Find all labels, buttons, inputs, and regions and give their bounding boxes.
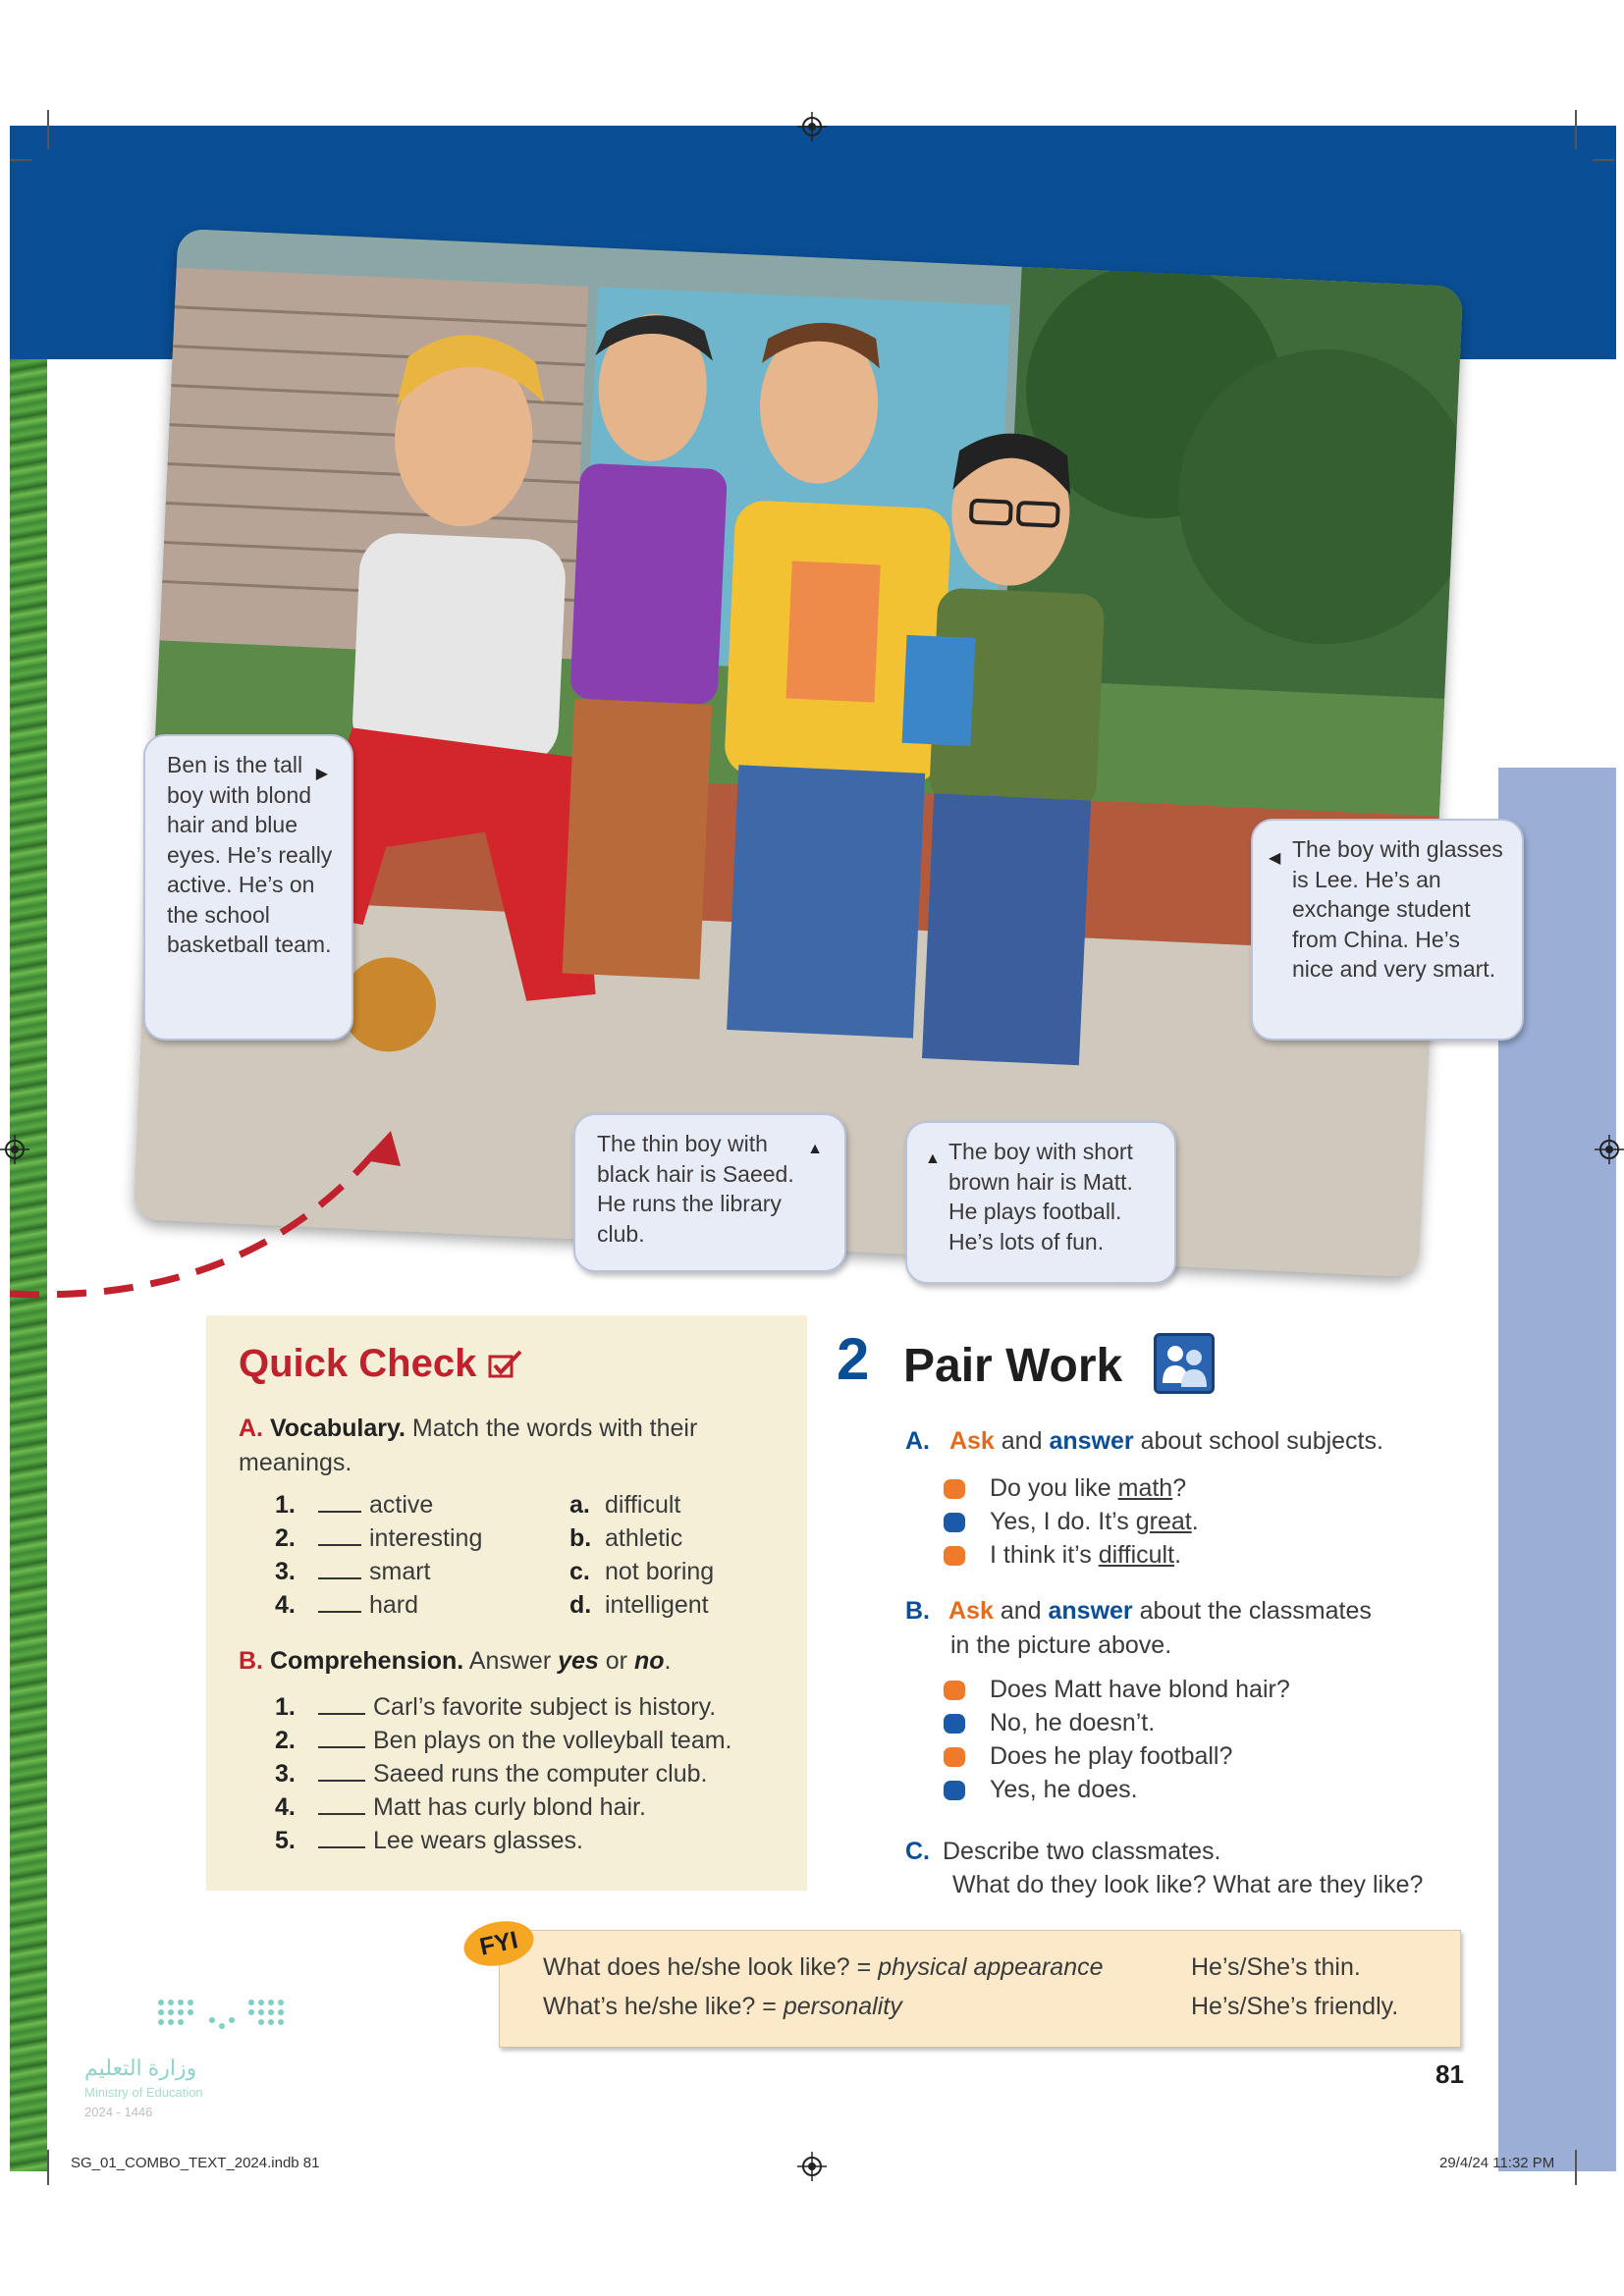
ask-word: Ask — [948, 1427, 995, 1455]
or-word: or — [605, 1647, 628, 1675]
speech-bubble-blue-icon — [944, 1513, 965, 1532]
statement-text: Carl’s favorite subject is history. — [373, 1693, 717, 1721]
crop-mark — [10, 159, 31, 161]
item-number: 4. — [275, 1591, 296, 1619]
item-number: 4. — [275, 1793, 296, 1821]
registration-mark-icon — [1595, 1135, 1624, 1164]
fyi-emphasis: personality — [783, 1993, 902, 2020]
pointer-right-icon: ▶ — [315, 766, 328, 782]
vocabulary-instruction: Match the words with their meanings. — [239, 1415, 698, 1476]
vocab-word-row — [275, 1558, 431, 1586]
fyi-answer-2: He’s/She’s friendly. — [1191, 1993, 1399, 2020]
footer-timestamp: 29/4/24 11:32 PM — [1439, 2155, 1555, 2171]
dialog-line: Does he play football? — [990, 1742, 1233, 1770]
meaning-text: intelligent — [605, 1591, 709, 1619]
exercise-number: 2 — [837, 1326, 870, 1392]
speech-bubble-orange-icon — [944, 1479, 965, 1499]
fyi-badge: FYI — [460, 1915, 538, 1972]
instruction-text: about the classmates — [1139, 1597, 1372, 1625]
answer-blank[interactable] — [318, 1695, 365, 1715]
statement-text: Saeed runs the computer club. — [373, 1760, 708, 1788]
section-a-label: A. — [239, 1415, 263, 1442]
answer-blank[interactable] — [318, 1729, 365, 1748]
statement-row — [275, 1693, 716, 1722]
registration-mark-icon — [797, 112, 827, 141]
vocab-meaning-row — [569, 1524, 682, 1553]
meaning-text: athletic — [605, 1524, 683, 1552]
footer-file-info: SG_01_COMBO_TEXT_2024.indb 81 — [71, 2155, 320, 2171]
speech-bubble-orange-icon — [944, 1546, 965, 1566]
vocab-meaning-row — [569, 1591, 709, 1620]
dialog-text: Yes, I do. It’s — [990, 1508, 1136, 1535]
meaning-letter: c. — [569, 1558, 590, 1585]
statement-row — [275, 1793, 646, 1822]
dialog-line: No, he doesn’t. — [990, 1709, 1156, 1736]
substitution-word: great — [1135, 1508, 1192, 1535]
dialog-punct: . — [1191, 1508, 1199, 1535]
registration-mark-icon — [797, 2152, 827, 2181]
section-b-label: B. — [239, 1647, 263, 1675]
callout-saeed-text: The thin boy with black hair is Saeed. He runs the library club. — [597, 1131, 794, 1247]
substitution-word: math — [1117, 1474, 1173, 1502]
fyi-box — [499, 1930, 1461, 2048]
answer-blank[interactable] — [318, 1560, 361, 1579]
callout-ben — [143, 734, 353, 1041]
instruction-text: What do they look like? What are they like? — [952, 1871, 1424, 1898]
ministry-year: 2024 - 1446 — [84, 2105, 153, 2119]
quick-check-title-text: Quick Check — [239, 1342, 477, 1385]
checkbox-checkmark-icon — [487, 1349, 524, 1380]
callout-lee-text: The boy with glasses is Lee. He’s an exchange student from China. He’s nice and very smart. — [1292, 836, 1503, 982]
instruction-text: about school subjects. — [1140, 1427, 1383, 1455]
vocab-word: interesting — [369, 1524, 483, 1552]
vocab-meaning-row — [569, 1558, 714, 1586]
dialog-line — [990, 1508, 1199, 1536]
fyi-text: What does he/she look like? = — [543, 1953, 879, 1981]
instruction-text: Describe two classmates. — [943, 1838, 1221, 1865]
meaning-letter: b. — [569, 1524, 592, 1552]
dialog-line: Does Matt have blond hair? — [990, 1676, 1290, 1703]
statement-row — [275, 1727, 732, 1755]
callout-saeed — [573, 1113, 846, 1272]
answer-word: answer — [1048, 1597, 1133, 1625]
ask-word: Ask — [948, 1597, 994, 1625]
vocabulary-heading: Vocabulary. — [269, 1415, 406, 1442]
pair-work-a-instruction — [905, 1427, 1383, 1456]
meaning-text: not boring — [605, 1558, 715, 1585]
fyi-emphasis: physical appearance — [878, 1953, 1104, 1981]
statement-row — [275, 1827, 583, 1855]
pair-work-b-instruction — [905, 1594, 1455, 1663]
dialog-punct: ? — [1172, 1474, 1187, 1502]
answer-blank[interactable] — [318, 1795, 365, 1815]
dialog-punct: . — [1174, 1541, 1182, 1569]
item-number: 3. — [275, 1558, 296, 1585]
vocab-word-row — [275, 1491, 433, 1520]
fyi-question-1 — [543, 1953, 1104, 1982]
callout-lee — [1251, 819, 1524, 1041]
meaning-text: difficult — [605, 1491, 681, 1519]
quick-check-b-instruction: B. Comprehension. Answer yes or no. — [239, 1647, 672, 1675]
dialog-text: I think it’s — [990, 1541, 1099, 1569]
no-word: no — [633, 1647, 665, 1675]
item-number: 2. — [275, 1727, 296, 1754]
pointer-up-icon: ▲ — [807, 1141, 823, 1157]
quick-check-title — [239, 1342, 524, 1386]
vocab-word: smart — [369, 1558, 431, 1585]
and-word: and — [1000, 1597, 1042, 1625]
pointer-up-icon: ▲ — [925, 1150, 941, 1167]
quick-check-a-instruction — [239, 1412, 769, 1480]
dialog-line: Yes, he does. — [990, 1776, 1138, 1803]
fyi-answer-1: He’s/She’s thin. — [1191, 1953, 1361, 1981]
dialog-line — [990, 1474, 1186, 1503]
section-b-label: B. — [905, 1597, 930, 1625]
item-number: 1. — [275, 1693, 296, 1721]
item-number: 1. — [275, 1491, 296, 1519]
statement-text: Lee wears glasses. — [373, 1827, 584, 1854]
answer-blank[interactable] — [318, 1526, 361, 1546]
comprehension-heading: Comprehension. — [269, 1647, 464, 1675]
answer-blank[interactable] — [318, 1762, 365, 1782]
item-number: 5. — [275, 1827, 296, 1854]
statement-text: Ben plays on the volleyball team. — [373, 1727, 732, 1754]
ministry-emblem-icon — [153, 1993, 300, 2042]
yes-word: yes — [558, 1647, 599, 1675]
crop-mark — [1593, 159, 1614, 161]
crop-mark — [47, 110, 49, 149]
speech-bubble-blue-icon — [944, 1781, 965, 1800]
fyi-question-2 — [543, 1993, 902, 2021]
section-a-label: A. — [905, 1427, 930, 1455]
page-number: 81 — [1435, 2059, 1464, 2089]
speech-bubble-orange-icon — [944, 1747, 965, 1767]
meaning-letter: d. — [569, 1591, 592, 1619]
dialog-text: Do you like — [990, 1474, 1118, 1502]
speech-bubble-blue-icon — [944, 1714, 965, 1734]
item-number: 3. — [275, 1760, 296, 1788]
fyi-text: What’s he/she like? = — [543, 1993, 784, 2020]
ministry-english-name: Ministry of Education — [84, 2085, 203, 2100]
vocab-word: active — [369, 1491, 434, 1519]
and-word: and — [1001, 1427, 1043, 1455]
ministry-logo — [84, 1993, 291, 2130]
vocab-meaning-row — [569, 1491, 680, 1520]
answer-blank[interactable] — [318, 1829, 365, 1848]
crop-mark — [47, 2150, 49, 2185]
dashed-arrow-icon — [0, 1119, 432, 1315]
statement-row — [275, 1760, 707, 1789]
meaning-letter: a. — [569, 1491, 590, 1519]
answer-word: answer — [1049, 1427, 1134, 1455]
substitution-word: difficult — [1098, 1541, 1175, 1569]
speech-bubble-orange-icon — [944, 1681, 965, 1700]
vocab-word-row — [275, 1524, 482, 1553]
instruction-text: in the picture above. — [950, 1631, 1172, 1659]
crop-mark — [1575, 2150, 1577, 2185]
vocab-word-row — [275, 1591, 418, 1620]
section-c-label: C. — [905, 1838, 930, 1865]
item-number: 2. — [275, 1524, 296, 1552]
dialog-line — [990, 1541, 1181, 1570]
callout-ben-text: Ben is the tall boy with blond hair and blue eyes. He’s really active. He’s on the school basketball team. — [167, 752, 333, 957]
answer-blank[interactable] — [318, 1593, 361, 1613]
pair-work-title: Pair Work — [903, 1340, 1123, 1392]
ministry-arabic-name: وزارة التعليم — [84, 2056, 197, 2080]
pointer-left-icon: ◀ — [1269, 850, 1281, 867]
crop-mark — [1575, 110, 1577, 149]
callout-matt-text: The boy with short brown hair is Matt. He plays football. He’s lots of fun. — [948, 1139, 1133, 1255]
statement-text: Matt has curly blond hair. — [373, 1793, 646, 1821]
comprehension-instruction: Answer — [468, 1647, 552, 1675]
pair-work-c-instruction — [905, 1835, 1423, 1901]
callout-matt — [905, 1121, 1176, 1284]
vocab-word: hard — [369, 1591, 419, 1619]
pair-work-people-icon — [1154, 1333, 1215, 1394]
answer-blank[interactable] — [318, 1493, 361, 1513]
